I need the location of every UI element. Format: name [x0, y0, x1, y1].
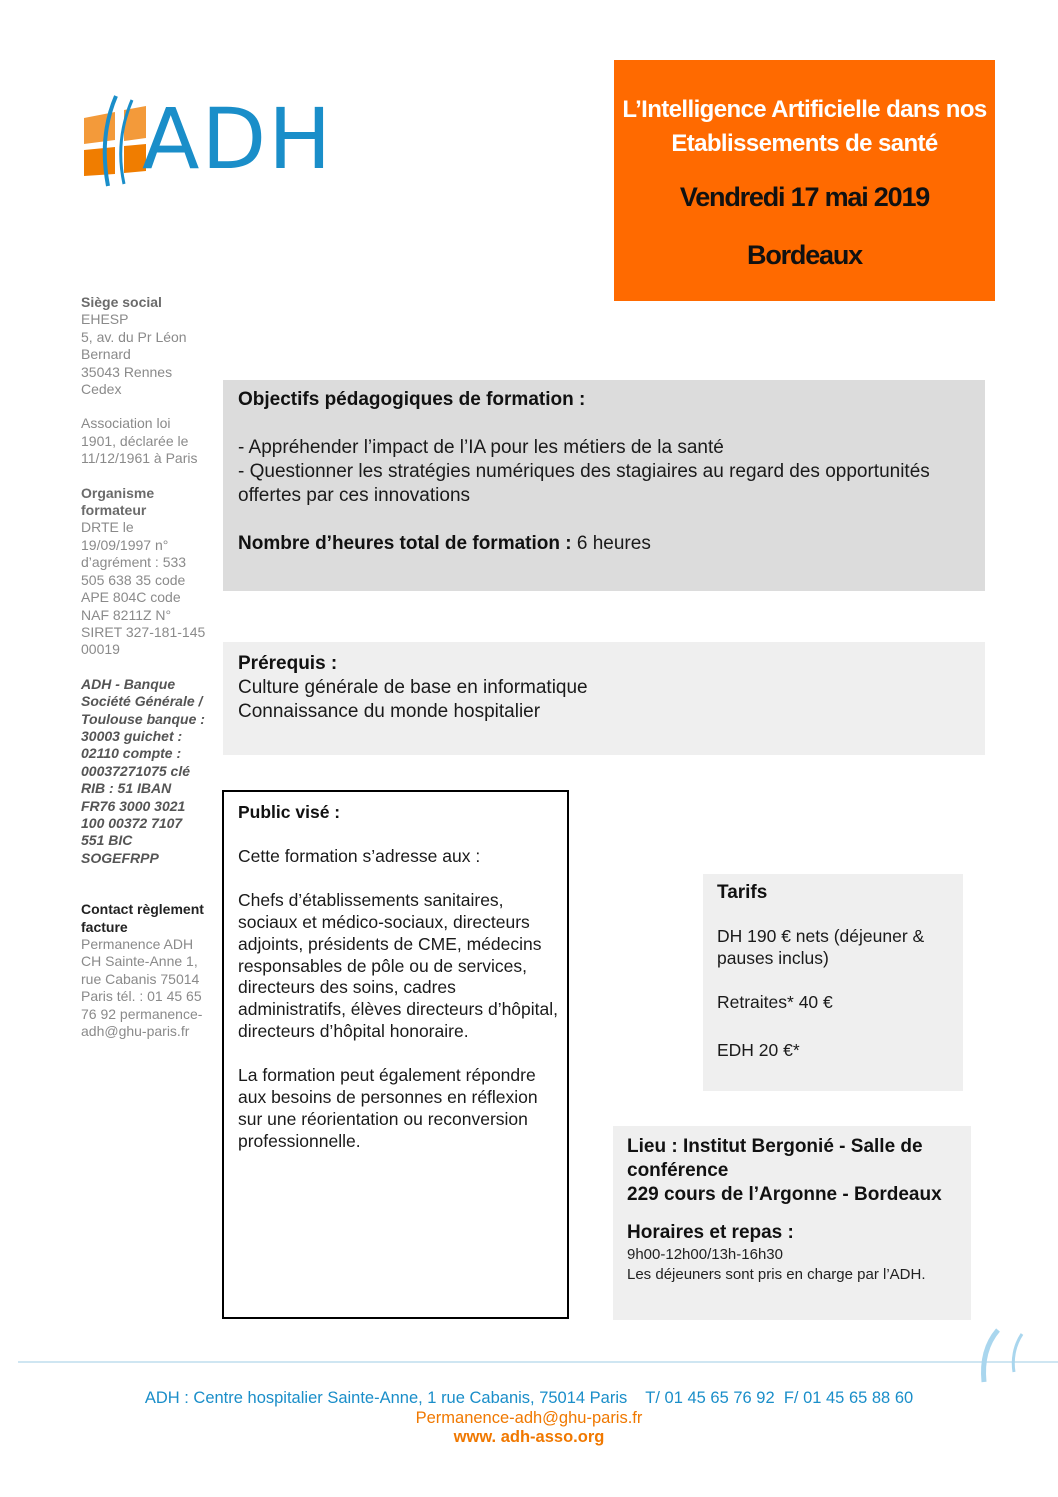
- event-title: L’Intelligence Artificielle dans nos Etablissements de santé: [622, 96, 987, 157]
- footer-address: ADH : Centre hospitalier Sainte-Anne, 1 rue Cabanis, 75014 Paris T/ 01 45 65 76 92 F/ 01 45 65 88 60: [144, 1389, 914, 1407]
- prerequis-section: [223, 642, 985, 755]
- footer-divider: [18, 1361, 1058, 1363]
- hours-value: 6 heures: [571, 533, 651, 554]
- prerequis-heading: Prérequis :: [238, 653, 338, 674]
- lieu-section: [613, 1126, 971, 1320]
- horaires-heading: Horaires et repas :: [627, 1222, 794, 1243]
- siege-line: 35043 Rennes Cedex: [81, 363, 173, 398]
- contact-block: [81, 901, 206, 1040]
- hours-label: Nombre d’heures total de formation :: [238, 533, 572, 554]
- objectif-item: - Questionner les stratégies numériques des stagiaires au regard des opportunités offertes par ces innovations: [238, 461, 930, 506]
- public-section: [222, 790, 569, 1319]
- tarifs-section: [703, 874, 963, 1091]
- event-date: Vendredi 17 mai 2019: [679, 182, 930, 212]
- footer-logo-mark-icon: [970, 1326, 1040, 1386]
- lieu-address: 229 cours de l’Argonne - Bordeaux: [627, 1184, 942, 1205]
- sidebar-info: [81, 294, 206, 1057]
- organisme-heading: Organisme formateur: [81, 484, 155, 519]
- prerequis-item: Connaissance du monde hospitalier: [238, 701, 541, 722]
- public-heading: Public visé :: [238, 802, 341, 822]
- objectif-item: - Appréhender l’impact de l’IA pour les métiers de la santé: [238, 437, 724, 458]
- siege-block: [81, 294, 206, 398]
- logo-text: ADH: [142, 90, 334, 188]
- association-text: Association loi 1901, déclarée le 11/12/1961 à Paris: [81, 415, 198, 467]
- siege-heading: Siège social: [81, 294, 162, 310]
- public-list: Chefs d’établissements sanitaires, sociaux et médico-sociaux, directeurs adjoints, présidents de CME, médecins responsables de pôle ou de services, directeurs des soins, cadres administratifs, élèves directeurs d’hôpital, directeurs d’hôpital honoraire.: [238, 889, 559, 1042]
- tarif-dh: DH 190 € nets (déjeuner & pauses inclus): [717, 925, 925, 968]
- horaires-text: 9h00-12h00/13h-16h30: [627, 1246, 783, 1263]
- hours-line: [238, 532, 968, 556]
- bank-details: ADH - Banque Société Générale / Toulouse banque : 30003 guichet : 02110 compte : 00037271075 clé RIB : 51 IBAN FR76 3000 3021 100 00372 7107 551 BIC SOGEFRPP: [81, 675, 205, 866]
- siege-line: EHESP: [81, 311, 129, 328]
- lieu-heading: Lieu : Institut Bergonié - Salle de conférence: [627, 1136, 923, 1181]
- tarifs-heading: Tarifs: [717, 882, 768, 903]
- repas-text: Les déjeuners sont pris en charge par l’ADH.: [627, 1265, 926, 1283]
- footer-email[interactable]: Permanence-adh@ghu-paris.fr: [415, 1408, 643, 1427]
- objectifs-section: [223, 380, 985, 591]
- siege-line: 5, av. du Pr Léon Bernard: [81, 328, 187, 363]
- organisme-block: [81, 485, 206, 659]
- footer-website[interactable]: www. adh-asso.org: [453, 1428, 605, 1446]
- tarif-retraites: Retraites* 40 €: [717, 991, 833, 1012]
- organisme-text: DRTE le 19/09/1997 n° d’agrément : 533 505 638 35 code APE 804C code NAF 8211Z N° SIRET 327-181-145 00019: [81, 519, 206, 658]
- contact-heading: Contact règlement facture: [81, 901, 204, 935]
- event-city: Bordeaux: [747, 240, 862, 270]
- contact-text: Permanence ADH CH Sainte-Anne 1, rue Cabanis 75014 Paris tél. : 01 45 65 76 92 permanence-adh@ghu-paris.fr: [81, 936, 203, 1040]
- footer: [0, 1389, 1058, 1448]
- public-intro: Cette formation s’adresse aux :: [238, 845, 481, 866]
- public-extra: La formation peut également répondre aux besoins de personnes en réflexion sur une réorientation ou reconversion professionnelle.: [238, 1065, 538, 1151]
- event-title-box: [614, 60, 995, 301]
- objectifs-heading: Objectifs pédagogiques de formation :: [238, 389, 586, 410]
- adh-logo: [82, 90, 357, 189]
- tarif-edh: EDH 20 €*: [717, 1039, 800, 1060]
- prerequis-item: Culture générale de base en informatique: [238, 677, 588, 698]
